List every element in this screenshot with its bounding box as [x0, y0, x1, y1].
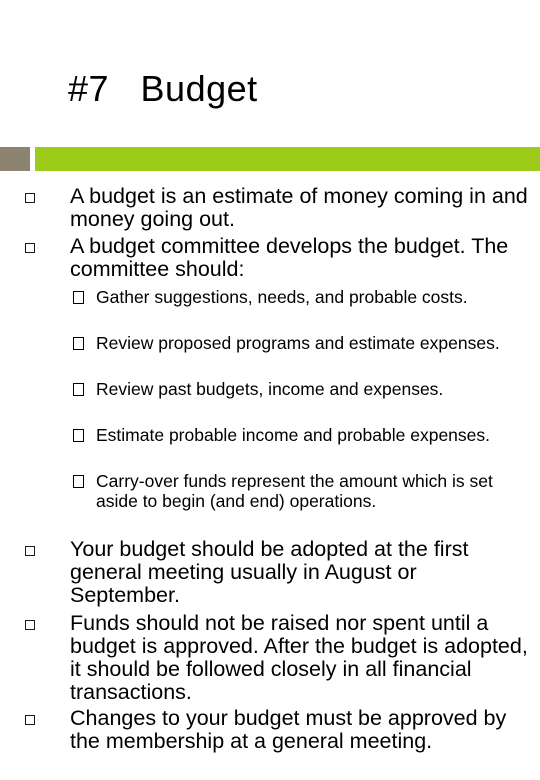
- bullet-text: Your budget should be adopted at the first general meeting usually in August or September.: [70, 537, 469, 607]
- bullet-budget-changes: [70, 707, 530, 753]
- square-bullet-icon: [25, 243, 35, 253]
- bullet-budget-committee: [70, 235, 530, 281]
- missing-glyph-box-icon: [73, 337, 84, 350]
- sub-bullet-text: Review past budgets, income and expenses.: [96, 379, 444, 399]
- missing-glyph-box-icon: [73, 383, 84, 396]
- bullet-funds-approval: [70, 612, 530, 704]
- sub-bullet-text: Review proposed programs and estimate expenses.: [96, 333, 500, 353]
- bullet-budget-definition: [70, 185, 530, 231]
- missing-glyph-box-icon: [73, 429, 84, 442]
- square-bullet-icon: [25, 546, 35, 556]
- sub-bullet-gather-suggestions: [96, 287, 530, 307]
- accent-square: [0, 147, 30, 171]
- square-bullet-icon: [25, 715, 35, 725]
- sub-bullet-review-programs: [96, 333, 530, 353]
- missing-glyph-box-icon: [73, 291, 84, 304]
- sub-bullet-text: Estimate probable income and probable expenses.: [96, 425, 490, 445]
- sub-bullet-estimate-income: [96, 425, 530, 445]
- missing-glyph-box-icon: [73, 475, 84, 488]
- sub-bullet-text: Gather suggestions, needs, and probable costs.: [96, 287, 468, 307]
- bullet-text: A budget is an estimate of money coming in and money going out.: [70, 184, 528, 231]
- bullet-text: Changes to your budget must be approved by the membership at a general meeting.: [70, 706, 507, 753]
- bullet-text: A budget committee develops the budget. The committee should:: [70, 234, 509, 281]
- accent-bar: [35, 147, 540, 171]
- square-bullet-icon: [25, 193, 35, 203]
- bullet-adopt-budget: [70, 538, 530, 607]
- square-bullet-icon: [25, 620, 35, 630]
- bullet-text: Funds should not be raised nor spent until a budget is approved. After the budget is adopted, it should be followed closely in all financial transactions.: [70, 611, 528, 704]
- sub-bullet-carry-over-funds: [96, 471, 530, 511]
- slide-title: #7 Budget: [68, 68, 258, 109]
- sub-bullet-review-past-budgets: [96, 379, 530, 399]
- sub-bullet-text: Carry-over funds represent the amount which is set aside to begin (and end) operations.: [96, 471, 493, 511]
